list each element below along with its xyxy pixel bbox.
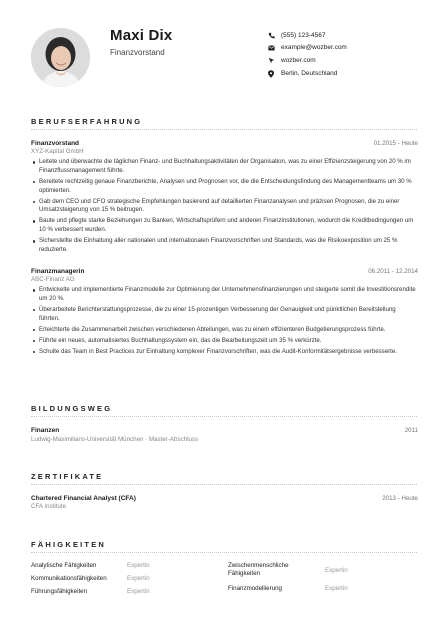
skill-name: Führungsfähigkeiten (31, 588, 88, 595)
website-text: wozber.com (281, 57, 316, 65)
contact-phone[interactable] (268, 29, 347, 41)
location-pin-icon (268, 70, 281, 78)
skill-level: Expertin (325, 585, 348, 592)
section-divider (31, 552, 417, 553)
phone-text: (555) 123-4567 (281, 31, 326, 39)
skill-name: Finanzmodellierung (228, 585, 282, 592)
skill-level: Expertin (127, 562, 150, 569)
location-text: Berlin, Deutschland (281, 70, 338, 78)
job-bullet: Erleichterte die Zusammenarbeit zwischen verschiedenen Abteilungen, was zu einem effizienteren Budgetierungsprozess führte. (31, 326, 418, 335)
skill-level: Expertin (127, 588, 150, 595)
job-bullet: Überarbeitete Berichterstattungsprozesse, die zu einer 15-prozentigen Verbesserung der Genauigkeit und pünktlichen Bereitstellung führten. (31, 306, 418, 323)
skill-name: Kommunikationsfähigkeiten (31, 575, 107, 582)
section-title-education: BILDUNGSWEG (31, 404, 113, 413)
job-date: 06.2011 - 12.2014 (368, 268, 418, 275)
certificate-entry (31, 495, 418, 510)
education-date: 2011 (404, 427, 418, 434)
section-divider (31, 484, 417, 485)
full-name: Maxi Dix (110, 27, 173, 44)
job-bullets (31, 158, 418, 255)
skill-level: Expertin (127, 575, 150, 582)
certificate-date: 2013 - Heute (382, 495, 418, 502)
certificate-title: Chartered Financial Analyst (CFA) (31, 495, 136, 502)
skill-name: Zwischenmenschliche Fähigkeiten (228, 562, 289, 577)
email-icon (268, 44, 281, 52)
certificate-issuer: CFA Institute (31, 503, 67, 510)
contact-email[interactable] (268, 42, 347, 54)
contact-website[interactable] (268, 55, 347, 67)
job-role: Finanzvorstand (110, 48, 165, 57)
avatar (31, 28, 90, 87)
job-title: Finanzvorstand (31, 140, 80, 147)
section-title-certificates: ZERTIFIKATE (31, 472, 104, 481)
job-company: XYZ-Kapital GmbH (31, 148, 84, 155)
job-bullets (31, 286, 418, 356)
section-title-skills: FÄHIGKEITEN (31, 540, 107, 549)
section-divider (31, 416, 417, 417)
education-institution: Ludwig-Maximilians-Universität München · Master-Abschluss (31, 436, 199, 443)
job-company: ABC-Finanz AG (31, 276, 75, 283)
section-divider (31, 129, 417, 130)
job-bullet: Leitete und überwachte die täglichen Finanz- und Buchhaltungsaktivitäten der Organisation, was zu einer Effizienzsteigerung von 20 % im Finanzflussmanagement führte. (31, 158, 418, 175)
job-bullet: Baute und pflegte starke Beziehungen zu Banken, Wirtschaftsprüfern und anderen Finanzinstitutionen, wodurch die Kreditbedingungen um 10 % verbessert wurden. (31, 217, 418, 234)
job-bullet: Führte ein neues, automatisiertes Buchhaltungssystem ein, das die Bearbeitungszeit um 35 % verkürzte. (31, 337, 418, 346)
skill-level: Expertin (325, 567, 348, 574)
job-title: Finanzmanagerin (31, 268, 85, 275)
email-text: example@wozber.com (281, 44, 347, 52)
resume-header (0, 0, 448, 100)
job-entry-1 (31, 140, 418, 257)
contact-list (268, 29, 347, 80)
education-entry (31, 427, 418, 443)
education-title: Finanzen (31, 427, 60, 434)
phone-icon (268, 31, 281, 39)
job-bullet: Schulte das Team in Best Practices zur Einhaltung komplexer Finanzvorschriften, was die Audit-Konformitätsergebnisse verbesserte. (31, 348, 418, 357)
job-bullet: Bereitete rechtzeitig genaue Finanzberichte, Analysen und Prognosen vor, die die Entscheidungsfindung des Managementteams um 30 % optimierten. (31, 178, 418, 195)
job-bullet: Entwickelte und implementierte Finanzmodelle zur Optimierung der Unternehmensfinanzierungen und steigerte somit die Investitionsrendite um 20 %. (31, 286, 418, 303)
job-date: 01.2015 - Heute (373, 140, 418, 147)
section-title-experience: BERUFSERFAHRUNG (31, 117, 143, 126)
job-bullet: Sicherstellte die Einhaltung aller nationalen und internationalen Finanzvorschriften und Standards, was die Risikoexposition um 25 % reduzierte. (31, 237, 418, 254)
job-entry-2 (31, 268, 418, 359)
profile-photo-icon (31, 28, 90, 87)
job-bullet: Gab dem CEO und CFO strategische Empfehlungen basierend auf detaillierten Finanzanalysen und präzisen Prognosen, die zu einer Umsatzsteigerung von 15 % beitrugen. (31, 198, 418, 215)
skill-name: Analytische Fähigkeiten (31, 562, 97, 569)
link-icon (268, 57, 281, 65)
contact-location (268, 67, 347, 79)
